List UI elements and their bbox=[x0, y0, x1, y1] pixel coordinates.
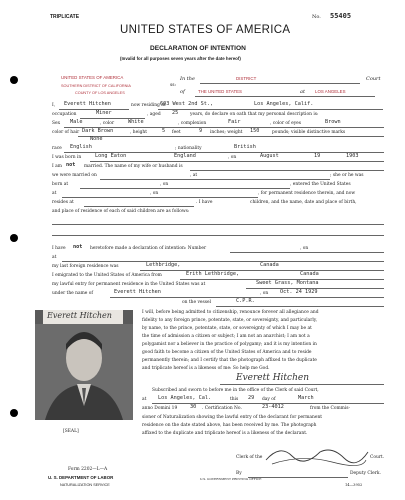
prior-declaration: not bbox=[73, 244, 83, 250]
birth-month: August bbox=[260, 153, 279, 159]
birthplace: Long Eaton bbox=[95, 153, 127, 159]
punch-hole bbox=[10, 409, 18, 417]
court-city: LOS ANGELES bbox=[315, 89, 346, 94]
form-number: 55405 bbox=[330, 12, 352, 20]
department: U. S. DEPARTMENT OF LABOR bbox=[48, 475, 114, 480]
number-label: No. bbox=[312, 14, 321, 20]
jurat-city: Los Angeles, Cal. bbox=[158, 395, 212, 401]
jurat-day: 29 bbox=[248, 395, 255, 401]
address-city: Los Angeles, Calif. bbox=[254, 101, 314, 107]
address: 603 West 2nd St., bbox=[160, 101, 214, 107]
print-code: 14—3952 bbox=[345, 483, 363, 487]
port-of-entry: Sweet Grass, Montana bbox=[256, 280, 319, 286]
court-left-line1: UNITED STATES OF AMERICA bbox=[61, 75, 124, 80]
emigrated-country: Canada bbox=[300, 271, 319, 277]
in-the-label: In the bbox=[180, 76, 195, 82]
seal-label: [SEAL] bbox=[63, 429, 79, 434]
validity-note: (Invalid for all purposes seven years after the date hereof) bbox=[120, 56, 241, 61]
form-subtitle: DECLARATION OF INTENTION bbox=[150, 45, 246, 52]
birth-day: 19 bbox=[314, 153, 321, 159]
birth-country: England bbox=[174, 153, 196, 159]
height-inches: 9 bbox=[199, 128, 203, 134]
last-foreign-residence: Lethbridge, bbox=[146, 262, 181, 268]
occupation: Miner bbox=[96, 110, 112, 116]
height-feet: 5 bbox=[162, 128, 166, 134]
last-foreign-country: Canada bbox=[260, 262, 279, 268]
photo-signature: Everett Hitchen bbox=[47, 311, 112, 320]
court-label: Court bbox=[366, 76, 381, 82]
declarant-photo bbox=[35, 310, 133, 420]
at-label: at bbox=[300, 89, 305, 95]
court-left-line2: SOUTHERN DISTRICT OF CALIFORNIA bbox=[61, 84, 131, 88]
ss-label: ss: bbox=[170, 83, 176, 88]
birth-year: 1903 bbox=[346, 153, 359, 159]
vessel: C.P.R. bbox=[236, 298, 255, 304]
portrait-image bbox=[35, 310, 133, 420]
court-place: THE UNITED STATES bbox=[198, 89, 242, 94]
declarant-name: Everett Hitchen bbox=[64, 101, 111, 107]
service: NATURALIZATION SERVICE bbox=[60, 483, 110, 487]
page-title: UNITED STATES OF AMERICA bbox=[120, 24, 291, 36]
court-name: DISTRICT bbox=[236, 76, 257, 81]
nationality: British bbox=[234, 144, 256, 150]
printing-office: U.S. GOVERNMENT PRINTING OFFICE bbox=[200, 477, 262, 481]
clerk-signature bbox=[262, 440, 372, 470]
court-left-line3: COUNTY OF LOS ANGELES bbox=[75, 91, 125, 95]
hair-color: Dark Brown bbox=[82, 128, 114, 134]
entry-date: Oct. 24 1929 bbox=[280, 289, 318, 295]
jurat-month: March bbox=[298, 395, 314, 401]
married-status: not bbox=[66, 162, 76, 168]
punch-hole bbox=[10, 234, 18, 242]
entry-name: Everett Hitchen bbox=[114, 289, 161, 295]
age: 25 bbox=[172, 110, 179, 116]
emigrated-from: Erith Lethbridge, bbox=[186, 271, 240, 277]
declarant-signature: Everett Hitchen bbox=[236, 373, 310, 383]
color: White bbox=[128, 119, 144, 125]
complexion: Fair bbox=[228, 119, 241, 125]
of-label: of bbox=[180, 89, 185, 95]
declaration-document: TRIPLICATE No. 55405 UNITED STATES OF AMERICA DECLARATION OF INTENTION (Invalid for all purposes seven years after the date hereof) UNITED STATES OF AMERICA SOUTHERN DISTRICT OF CALIFORNIA COUNTY OF LOS ANGELES In the DISTRICT Court of THE UNITED STATES at LOS ANGELES ss: I, Everett Hitchen now residing at 603 West 2nd St., Los Angeles, Calif. occupation Miner , aged 25 years, do declare on oath that my personal description is: Sex Male , color White , complexion Fair , color of eyes Brown color of hair Dark Brown , height 5 feet 9 inches; weight 150 pounds; visible distinctive marks None race English ; nationality British I was born in Long Eaton England , on August 19 1903 I am not married. The name of my wife or husband is we were married on , at ; she or he was born at , on , entered the United States at , on , for permanent residence therein, and now resides at . I have children, and the name, date and place of birth, and place of residence of each of said children are as follows: I have not heretofore made a declaration of intention: Number , on at my last foreign residence was Lethbridge, Canada I emigrated to the United States of America from Erith Lethbridge, Canada my lawful entry for permanent residence in the United States was at Sweet Grass, Montana under the name of Everett Hitchen , on Oct. 24 1929 on the vessel C.P.R. Everett Hitchen [SEAL] I will, before being admitted to citizenship, renounce forever all allegiance and fidelity to any foreign prince, potentate, state, or sovereignty, and particularly, by name, to the prince, potentate, state, or sovereignty of which I may be at the time of admission a citizen or subject; I am not an anarchist; I am not a polygamist nor a believer in the practice of polygamy; and it is my intention in good faith to become a citizen of the United States of America and to reside permanently therein; and I certify that the photograph affixed to the duplicate and triplicate hereof is a likeness of me: So help me God. Everett Hitchen Subscribed and sworn to before me in the office of the Clerk of said Court, at Los Angeles, Cal. this 29 day of March anno Domini 19 30 . Certification No. 23-4012 from the Commis- sioner of Naturalization showing the lawful entry of the declarant for permanent residence on the date stated above, has been received by me. The photograph affixed to the duplicate and triplicate hereof is a likeness of the declarant. Clerk of the Court. By Deputy Clerk. Form 2202—L—A U. S. DEPARTMENT OF LABOR NATURALIZATION SERVICE U.S. GOVERNMENT PRINTING OFFICE 14—3952 bbox=[0, 0, 405, 500]
distinctive-marks: None bbox=[90, 136, 103, 142]
weight: 150 bbox=[250, 128, 260, 134]
jurat-year: 30 bbox=[190, 404, 197, 410]
form-code: Form 2202—L—A bbox=[68, 467, 108, 472]
eye-color: Brown bbox=[325, 119, 341, 125]
sex: Male bbox=[70, 119, 83, 125]
race: English bbox=[70, 144, 92, 150]
triplicate-label: TRIPLICATE bbox=[50, 14, 80, 20]
punch-hole bbox=[10, 76, 18, 84]
certification-number: 23-4012 bbox=[262, 404, 284, 410]
